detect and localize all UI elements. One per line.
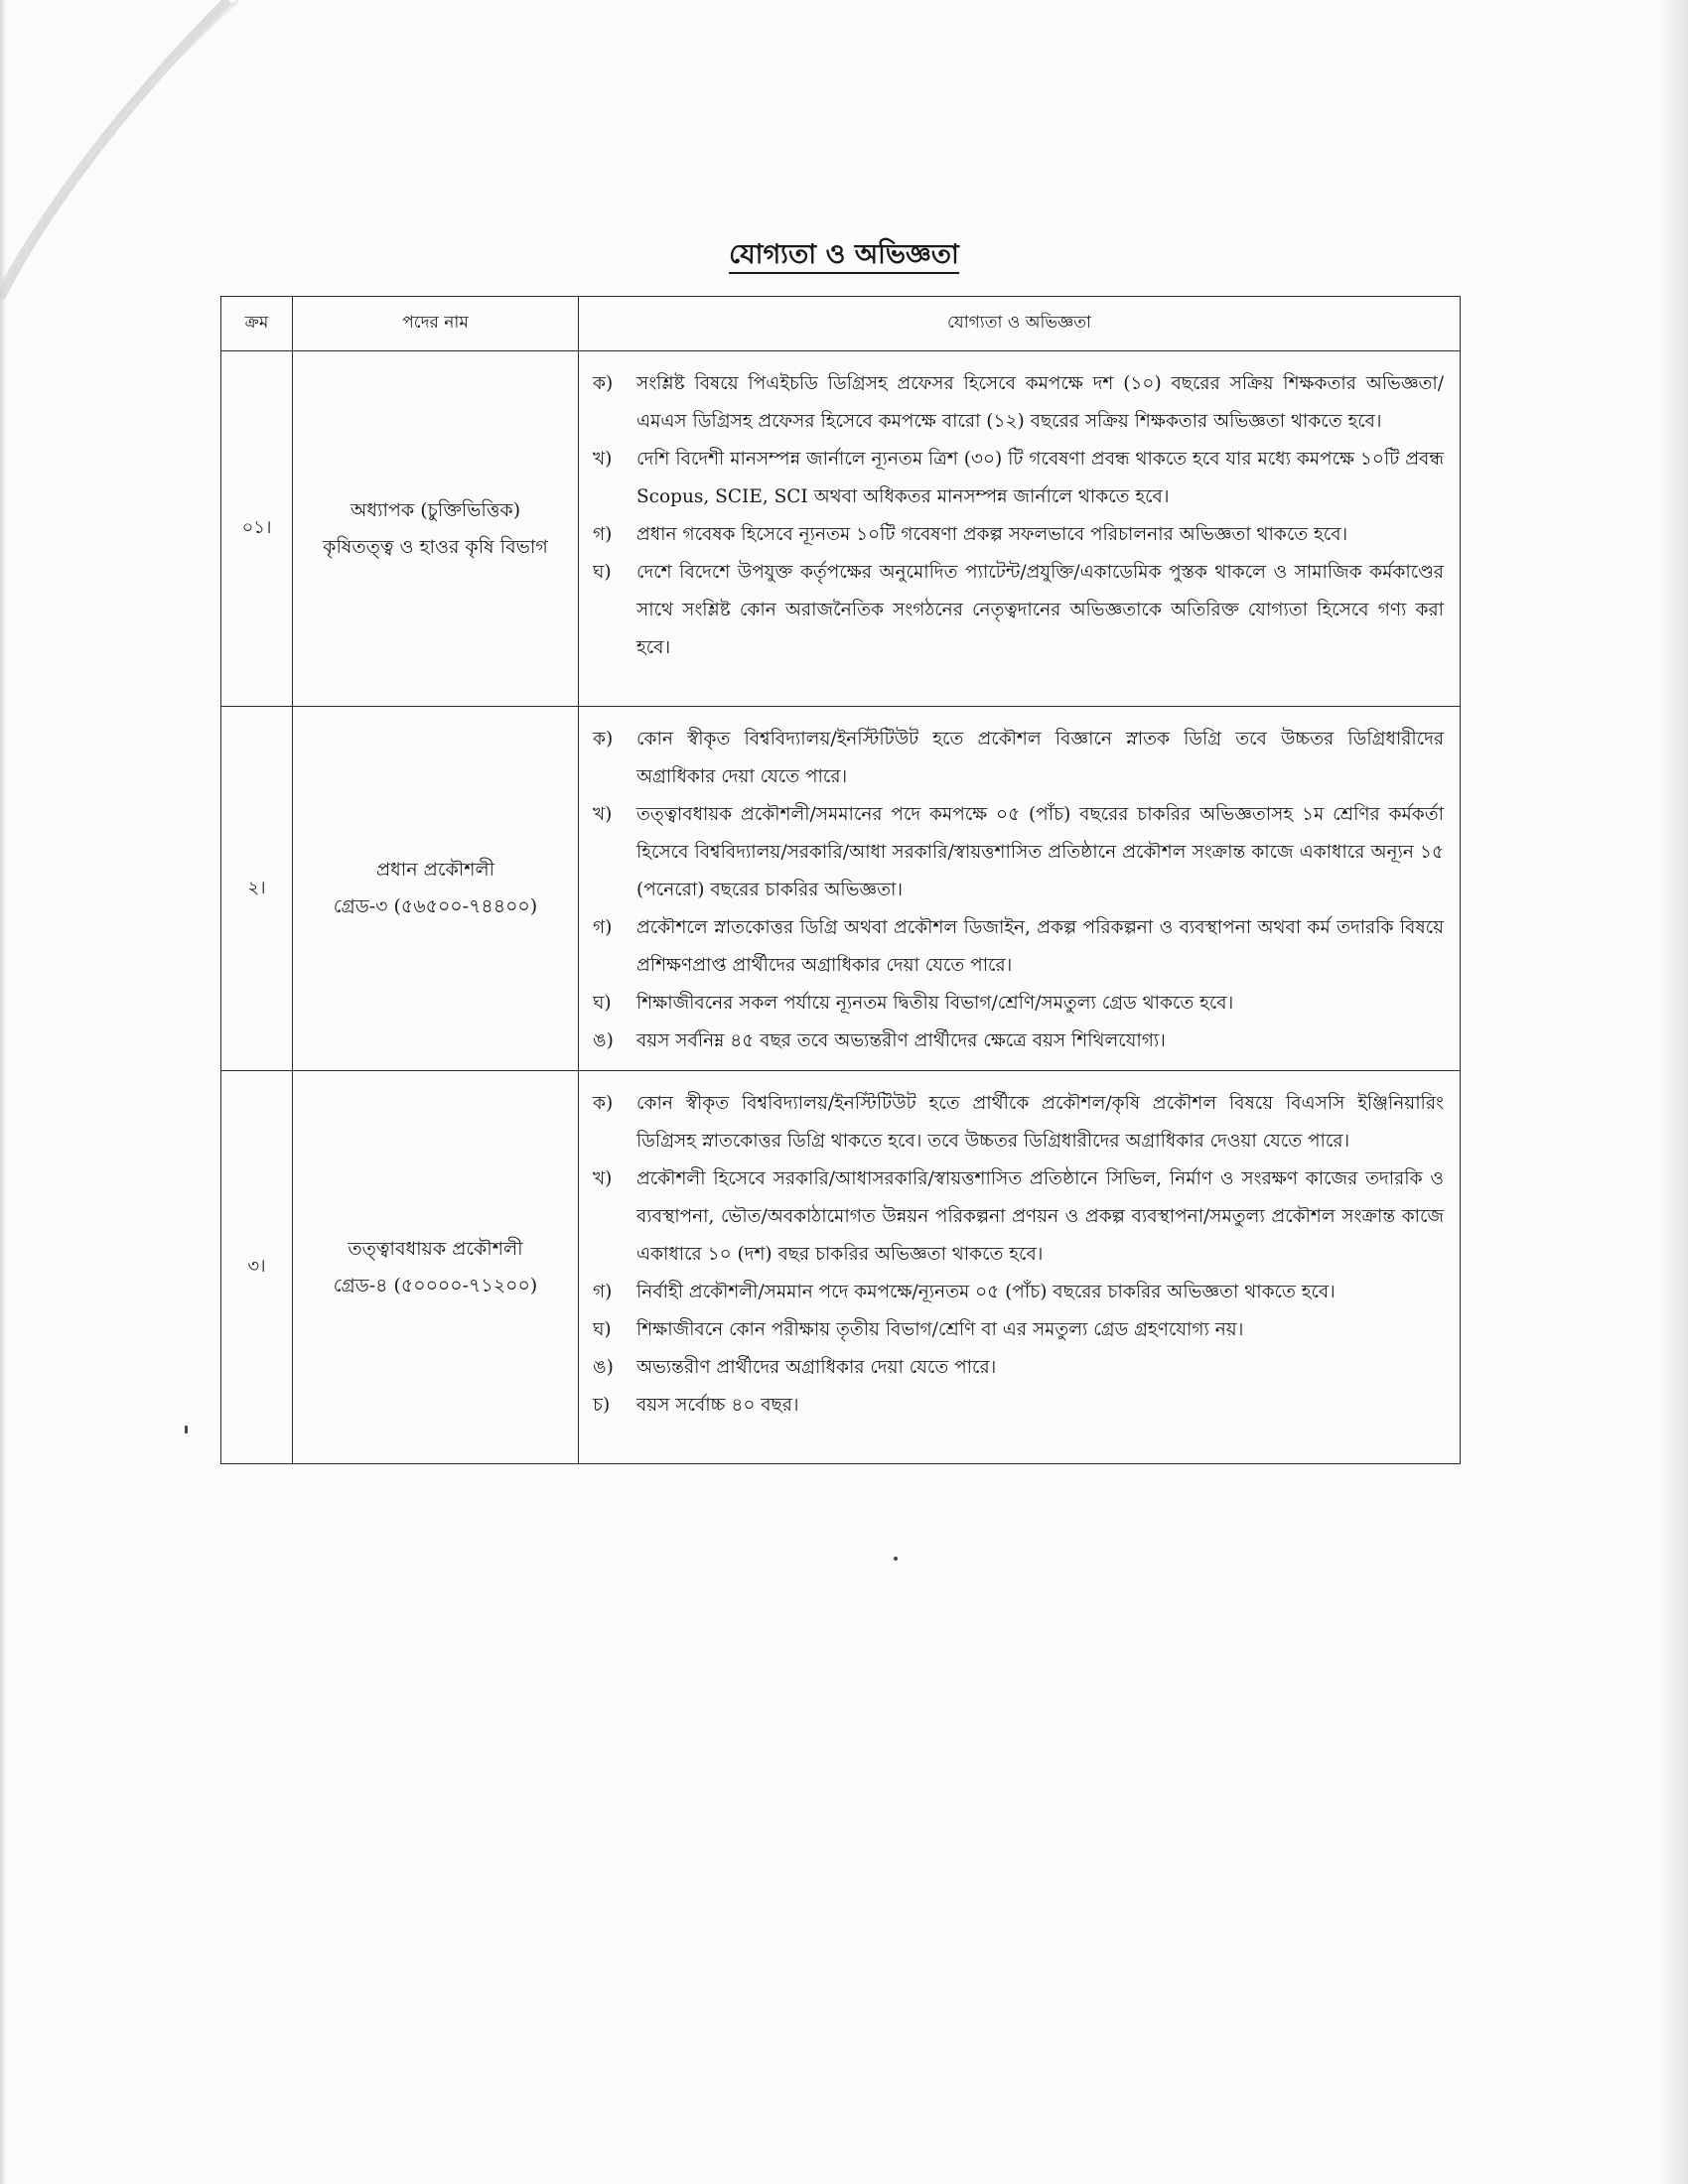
scan-speck [894,1557,898,1561]
row-post-name [293,707,579,1071]
scan-edge-left [0,0,6,2184]
list-item [593,1160,1444,1274]
document-title: যোগ্যতা ও অভিজ্ঞতা [0,234,1688,279]
item-marker: খ) [593,449,613,470]
post-subtitle: গ্রেড-৪ (৫০০০০-৭১২০০) [333,1274,538,1297]
qualification-table [220,296,1461,1464]
item-marker: ঘ) [593,993,612,1014]
item-marker: খ) [593,1168,613,1189]
post-title: অধ্যাপক (চুক্তিভিত্তিক) [350,498,521,521]
header-serial: ক্রম [221,297,293,351]
item-marker: ঘ) [593,562,612,583]
list-item [593,1311,1444,1349]
item-text: দেশে বিদেশে উপযুক্ত কর্তৃপক্ষের অনুমোদিত প্যাটেন্ট/প্রযুক্তি/একাডেমিক পুস্তক থাকলে ও সামাজিক কর্মকাণ্ডের সাথে সংশ্লিষ্ট কোন অরাজনৈতিক সংগঠনের নেতৃত্বদানের অভিজ্ঞতাকে অতিরিক্ত যোগ্যতা হিসেবে গণ্য করা হবে। [636,562,1444,658]
item-text: প্রকৌশলী হিসেবে সরকারি/আধাসরকারি/স্বায়ত্তশাসিত প্রতিষ্ঠানে সিভিল, নির্মাণ ও সংরক্ষণ কাজের তদারকি ও ব্যবস্থাপনা, ভৌত/অবকাঠামোগত উন্নয়ন পরিকল্পনা প্রণয়ন ও প্রকল্প ব্যবস্থাপনা/সমতুল্য প্রকৌশল সংক্রান্ত কাজে একাধারে ১০ (দশ) বছর চাকরির অভিজ্ঞতা থাকতে হবে। [636,1168,1444,1265]
item-marker: ঙ) [593,1030,614,1051]
item-text: বয়স সর্বোচ্চ ৪০ বছর। [636,1395,799,1416]
list-item [593,985,1444,1023]
item-marker: চ) [593,1395,611,1416]
item-marker: গ) [593,524,613,545]
list-item [593,1085,1444,1160]
list-item [593,1349,1444,1387]
item-text: সংশ্লিষ্ট বিষয়ে পিএইচডি ডিগ্রিসহ প্রফেসর হিসেবে কমপক্ষে দশ (১০) বছরের সক্রিয় শিক্ষকতার অভিজ্ঞতা/এমএস ডিগ্রিসহ প্রফেসর হিসেবে কমপক্ষে বারো (১২) বছরের সক্রিয় শিক্ষকতার অভিজ্ঞতা থাকতে হবে। [636,373,1444,432]
post-subtitle: গ্রেড-৩ (৫৬৫০০-৭৪৪০০) [333,895,538,917]
row-qualifications [579,707,1461,1071]
item-marker: ক) [593,373,614,394]
item-text: কোন স্বীকৃত বিশ্ববিদ্যালয়/ইনস্টিটিউট হতে প্রকৌশল বিজ্ঞানে স্নাতক ডিগ্রি তবে উচ্চতর ডিগ্রিধারীদের অগ্রাধিকার দেয়া যেতে পারে। [636,729,1444,787]
scan-edge-right [1658,0,1688,2184]
item-text: শিক্ষাজীবনের সকল পর্যায়ে ন্যূনতম দ্বিতীয় বিভাগ/শ্রেণি/সমতুল্য গ্রেড থাকতে হবে। [636,993,1234,1014]
item-text: অভ্যন্তরীণ প্রার্থীদের অগ্রাধিকার দেয়া যেতে পারে। [636,1357,997,1378]
item-marker: ঘ) [593,1319,612,1340]
item-marker: ঙ) [593,1357,614,1378]
list-item [593,365,1444,441]
list-item [593,554,1444,667]
list-item [593,909,1444,985]
item-marker: গ) [593,1282,613,1302]
item-text: প্রধান গবেষক হিসেবে ন্যূনতম ১০টি গবেষণা প্রকল্প সফলভাবে পরিচালনার অভিজ্ঞতা থাকতে হবে। [636,524,1348,545]
item-marker: ক) [593,729,614,750]
table-row [221,1071,1461,1464]
row-serial: ০১। [221,351,293,707]
item-marker: খ) [593,804,613,825]
row-serial: ২। [221,707,293,1071]
post-title: প্রধান প্রকৌশলী [375,859,495,881]
post-subtitle: কৃষিতত্ত্ব ও হাওর কৃষি বিভাগ [323,535,548,558]
row-post-name [293,351,579,707]
row-post-name [293,1071,579,1464]
row-qualifications [579,1071,1461,1464]
list-item [593,1387,1444,1425]
table-row [221,351,1461,707]
item-marker: গ) [593,917,613,938]
header-qualification: যোগ্যতা ও অভিজ্ঞতা [579,297,1461,351]
list-item [593,516,1444,554]
item-text: বয়স সর্বনিম্ন ৪৫ বছর তবে অভ্যন্তরীণ প্রার্থীদের ক্ষেত্রে বয়স শিথিলযোগ্য। [636,1030,1166,1051]
scan-speck [185,1426,188,1433]
post-title: তত্ত্বাবধায়ক প্রকৌশলী [348,1237,523,1260]
item-text: প্রকৌশলে স্নাতকোত্তর ডিগ্রি অথবা প্রকৌশল ডিজাইন, প্রকল্প পরিকল্পনা ও ব্যবস্থাপনা অথবা কর্ম তদারকি বিষয়ে প্রশিক্ষণপ্রাপ্ত প্রার্থীদের অগ্রাধিকার দেয়া যেতে পারে। [636,917,1444,976]
list-item [593,796,1444,909]
item-text: দেশি বিদেশী মানসম্পন্ন জার্নালে ন্যূনতম ত্রিশ (৩০) টি গবেষণা প্রবন্ধ থাকতে হবে যার মধ্যে কমপক্ষে ১০টি প্রবন্ধ Scopus, SCIE, SCI অথবা অধিকতর মানসম্পন্ন জার্নালে থাকতে হবে। [636,449,1444,507]
item-marker: ক) [593,1093,614,1114]
list-item [593,721,1444,796]
item-text: তত্ত্বাবধায়ক প্রকৌশলী/সমমানের পদে কমপক্ষে ০৫ (পাঁচ) বছরের চাকরির অভিজ্ঞতাসহ ১ম শ্রেণির কর্মকর্তা হিসেবে বিশ্ববিদ্যালয়/সরকারি/আধা সরকারি/স্বায়ত্তশাসিত প্রতিষ্ঠানে প্রকৌশল সংক্রান্ত কাজে একাধারে অন্যূন ১৫ (পনেরো) বছরের চাকরির অভিজ্ঞতা। [636,804,1444,900]
table-header-row [221,297,1461,351]
item-text: শিক্ষাজীবনে কোন পরীক্ষায় তৃতীয় বিভাগ/শ্রেণি বা এর সমতুল্য গ্রেড গ্রহণযোগ্য নয়। [636,1319,1244,1340]
list-item [593,1023,1444,1060]
row-qualifications [579,351,1461,707]
list-item [593,441,1444,516]
item-text: কোন স্বীকৃত বিশ্ববিদ্যালয়/ইনস্টিটিউট হতে প্রার্থীকে প্রকৌশল/কৃষি প্রকৌশল বিষয়ে বিএসসি ইঞ্জিনিয়ারিং ডিগ্রিসহ স্নাতকোত্তর ডিগ্রি থাকতে হবে। তবে উচ্চতর ডিগ্রিধারীদের অগ্রাধিকার দেওয়া যেতে পারে। [636,1093,1444,1152]
table-row [221,707,1461,1071]
header-post-name: পদের নাম [293,297,579,351]
item-text: নির্বাহী প্রকৌশলী/সমমান পদে কমপক্ষে/ন্যূনতম ০৫ (পাঁচ) বছরের চাকরির অভিজ্ঞতা থাকতে হবে। [636,1282,1336,1302]
list-item [593,1274,1444,1311]
row-serial: ৩। [221,1071,293,1464]
